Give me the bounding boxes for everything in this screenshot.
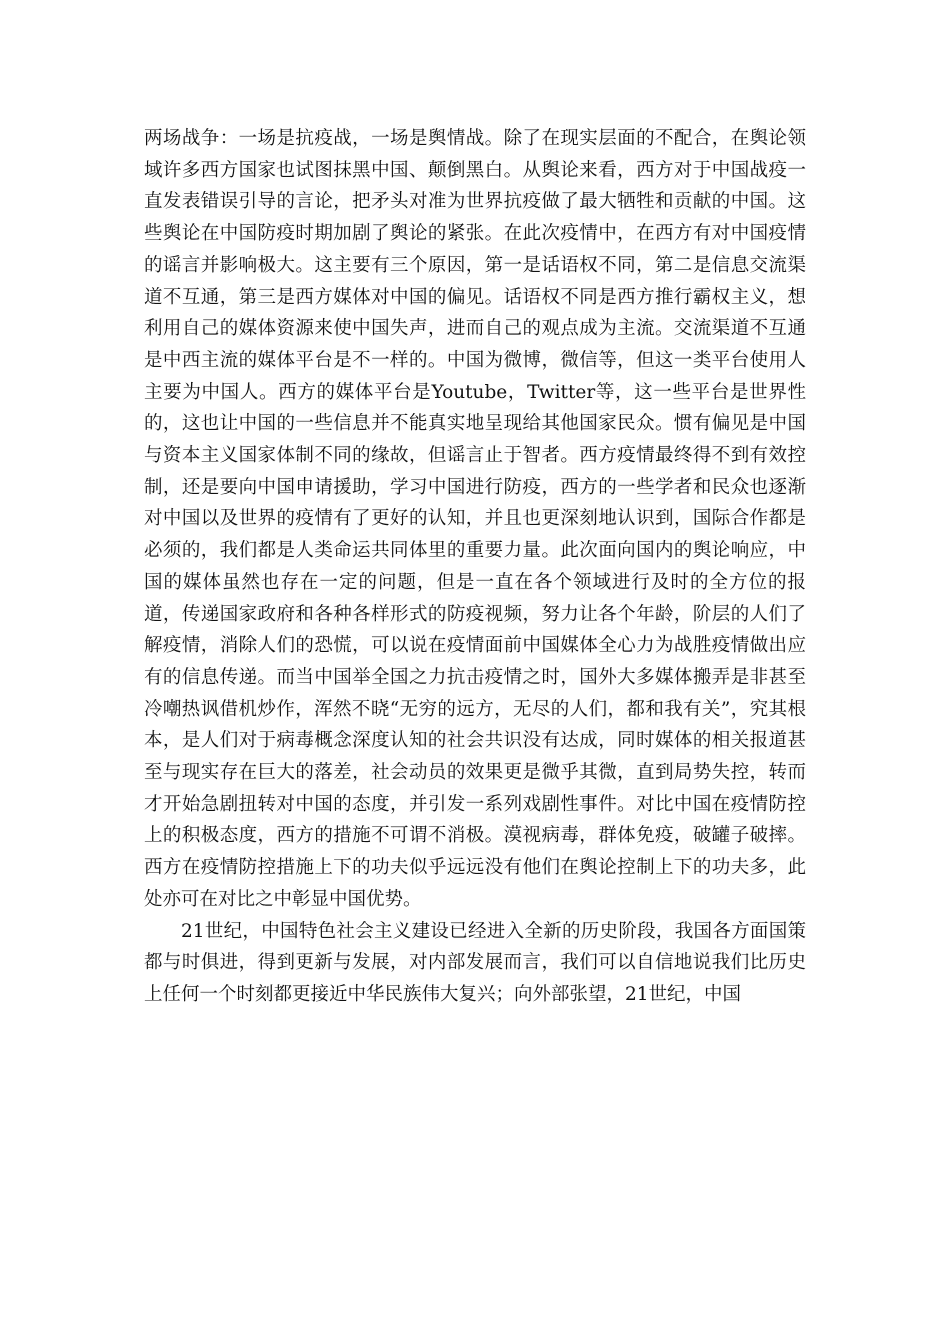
paragraph: 两场战争：一场是抗疫战，一场是舆情战。除了在现实层面的不配合，在舆论领域许多西方国家也试图抹黑中国、颠倒黑白。从舆论来看，西方对于中国战疫一直发表错误引导的言论，把矛头对准为世界抗疫做了最大牺牲和贡献的中国。这些舆论在中国防疫时期加剧了舆论的紧张。在此次疫情中，在西方有对中国疫情的谣言并影响极大。这主要有三个原因，第一是话语权不同，第二是信息交流渠道不互通，第三是西方媒体对中国的偏见。话语权不同是西方推行霸权主义，想利用自己的媒体资源来使中国失声，进而自己的观点成为主流。交流渠道不互通是中西主流的媒体平台是不一样的。中国为微博，微信等，但这一类平台使用人主要为中国人。西方的媒体平台是Youtube，Twitter等，这一些平台是世界性的，这也让中国的一些信息并不能真实地呈现给其他国家民众。惯有偏见是中国与资本主义国家体制不同的缘故，但谣言止于智者。西方疫情最终得不到有效控制，还是要向中国申请援助，学习中国进行防疫，西方的一些学者和民众也逐渐对中国以及世界的疫情有了更好的认知，并且也更深刻地认识到，国际合作都是必须的，我们都是人类命运共同体里的重要力量。此次面向国内的舆论响应，中国的媒体虽然也存在一定的问题，但是一直在各个领域进行及时的全方位的报道，传递国家政府和各种各样形式的防疫视频，努力让各个年龄，阶层的人们了解疫情，消除人们的恐慌，可以说在疫情面前中国媒体全心力为战胜疫情做出应有的信息传递。而当中国举全国之力抗击疫情之时，国外大多媒体搬弄是非甚至冷嘲热讽借机炒作，浑然不晓“无穷的远方，无尽的人们，都和我有关”，究其根本，是人们对于病毒概念深度认知的社会共识没有达成，同时媒体的相关报道甚至与现实存在巨大的落差，社会动员的效果更是微乎其微，直到局势失控，转而才开始急剧扭转对中国的态度，并引发一系列戏剧性事件。对比中国在疫情防控上的积极态度，西方的措施不可谓不消极。漠视病毒，群体免疫，破罐子破摔。西方在疫情防控措施上下的功夫似乎远远没有他们在舆论控制上下的功夫多，此处亦可在对比之中彰显中国优势。 xyxy=(144,128,806,910)
body-text xyxy=(144,123,806,1011)
paragraph: 21世纪，中国特色社会主义建设已经进入全新的历史阶段，我国各方面国策都与时俱进，得到更新与发展，对内部发展而言，我们可以自信地说我们比历史上任何一个时刻都更接近中华民族伟大复兴；向外部张望，21世纪，中国 xyxy=(144,920,806,1005)
